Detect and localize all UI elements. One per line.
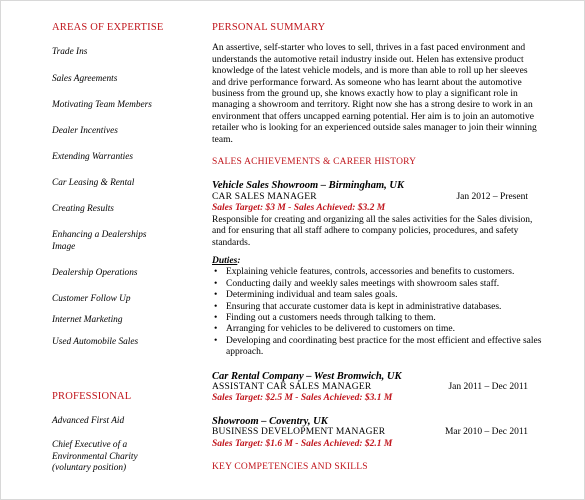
expertise-item: Car Leasing & Rental xyxy=(52,178,135,188)
expertise-item: Enhancing a Dealerships Image xyxy=(52,230,147,252)
job-dates: Mar 2010 – Dec 2011 xyxy=(444,427,528,438)
summary-text: An assertive, self-starter who loves to sell, thrives in a fast paced environment and understands the automotive retail industry inside out. Helen has extensive product knowledge of the latest vehicle models, and is more than able to roll up her sleeves and drive performance forward. As someone who has learnt about the automotive business from the ground up, she knows exactly how to play a significant role in managing a showroom and territory. Right now she has a strong desire to work in an environment that offers uncapped earning potential. Her aim is to join an automotive retailer who is looking for an experienced outside sales manager to join their winning team. xyxy=(212,43,537,145)
job-entry xyxy=(212,416,542,450)
duty-item: • Developing and coordinating best practice for the most efficient and effective sales approach. xyxy=(212,336,542,359)
duties-list xyxy=(212,267,542,358)
job-role: ASSISTANT CAR SALES MANAGER xyxy=(212,381,372,392)
competencies-heading: KEY COMPETENCIES AND SKILLS xyxy=(212,462,368,472)
job-dates: Jan 2012 – Present xyxy=(456,191,528,202)
professional-item: Advanced First Aid xyxy=(52,416,125,426)
expertise-item: Used Automobile Sales xyxy=(52,337,139,347)
job-target: Sales Target: $3 M - Sales Achieved: $3.2 M xyxy=(212,203,386,214)
expertise-item: Internet Marketing xyxy=(52,315,123,325)
duty-item: • Determining individual and team sales goals. xyxy=(212,290,542,301)
professional-heading: PROFESSIONAL xyxy=(52,391,132,402)
job-company: Vehicle Sales Showroom – Birmingham, UK xyxy=(212,180,404,192)
duty-item: • Ensuring that accurate customer data is kept in administrative databases. xyxy=(212,302,542,313)
job-target: Sales Target: $2.5 M - Sales Achieved: $3.1 M xyxy=(212,393,393,404)
job-target: Sales Target: $1.6 M - Sales Achieved: $2.1 M xyxy=(212,438,393,449)
expertise-item: Creating Results xyxy=(52,204,114,214)
job-entry xyxy=(212,180,542,358)
expertise-heading: AREAS OF EXPERTISE xyxy=(52,22,164,33)
job-entry xyxy=(212,371,542,405)
expertise-item: Customer Follow Up xyxy=(52,294,131,304)
expertise-item: Trade Ins xyxy=(52,47,88,57)
job-role-row xyxy=(212,192,542,203)
expertise-item: Sales Agreements xyxy=(52,74,118,84)
expertise-item: Extending Warranties xyxy=(52,152,133,162)
duties-label: Duties xyxy=(212,255,238,266)
right-column xyxy=(212,22,542,473)
job-role-row xyxy=(212,427,542,438)
expertise-item: Dealership Operations xyxy=(52,268,138,278)
expertise-item: Motivating Team Members xyxy=(52,100,152,110)
job-company: Car Rental Company – West Bromwich, UK xyxy=(212,370,402,382)
professional-item: Chief Executive of a Environmental Charity (voluntary position) xyxy=(52,440,138,473)
job-role: CAR SALES MANAGER xyxy=(212,191,317,202)
job-description: Responsible for creating and organizing all the sales activities for the Sales division, and for ensuring that all staff adhere to company policies, procedures, and safety standards. xyxy=(212,214,533,248)
expertise-item: Dealer Incentives xyxy=(52,126,118,136)
duty-item: • Finding out a customers needs through talking to them. xyxy=(212,313,542,324)
duty-item: • Arranging for vehicles to be delivered to customers on time. xyxy=(212,324,542,335)
duty-item: • Conducting daily and weekly sales meetings with showroom sales staff. xyxy=(212,279,542,290)
achievements-heading: SALES ACHIEVEMENTS & CAREER HISTORY xyxy=(212,157,417,168)
job-company: Showroom – Coventry, UK xyxy=(212,415,328,427)
job-role: BUSINESS DEVELOPMENT MANAGER xyxy=(212,427,386,438)
duty-item: • Explaining vehicle features, controls, accessories and benefits to customers. xyxy=(212,267,542,278)
job-role-row xyxy=(212,382,542,393)
duties-colon: : xyxy=(237,255,241,266)
summary-heading: PERSONAL SUMMARY xyxy=(212,22,326,33)
job-dates: Jan 2011 – Dec 2011 xyxy=(448,381,528,392)
left-column xyxy=(52,22,192,473)
